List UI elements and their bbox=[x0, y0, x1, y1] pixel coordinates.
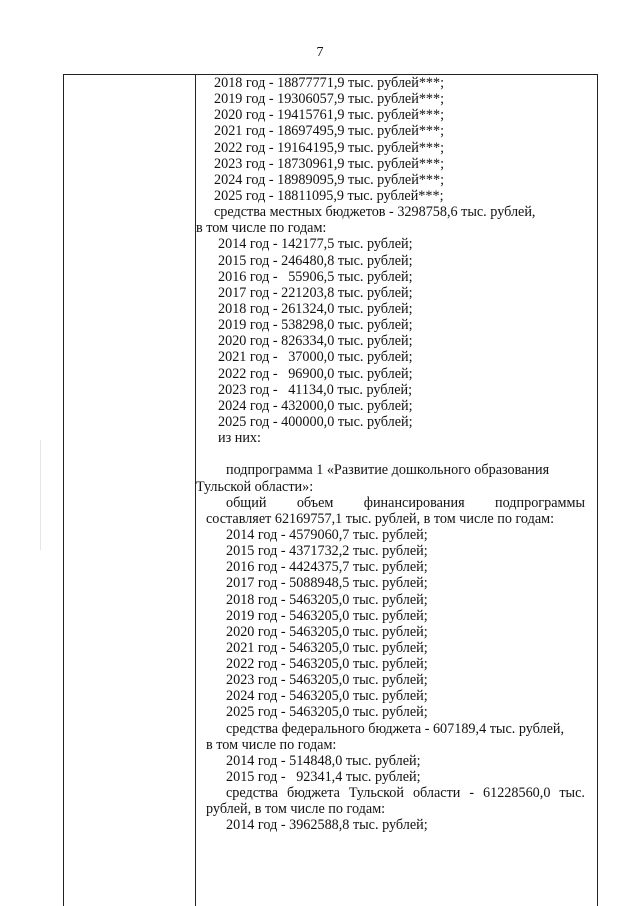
text-line: 2022 год - 96900,0 тыс. рублей; bbox=[218, 365, 413, 382]
word: финансирования bbox=[363, 494, 465, 511]
text-line-justified bbox=[196, 785, 589, 801]
word: бюджета bbox=[286, 785, 340, 802]
word: тыс. bbox=[559, 785, 585, 802]
text-line: 2014 год - 142177,5 тыс. рублей; bbox=[218, 236, 413, 253]
text-line: 2022 год - 19164195,9 тыс. рублей***; bbox=[214, 139, 445, 156]
text-line: 2016 год - 4424375,7 тыс. рублей; bbox=[226, 559, 428, 576]
word: объем bbox=[296, 494, 334, 511]
text-line: 2025 год - 5463205,0 тыс. рублей; bbox=[226, 704, 428, 721]
text-line: подпрограмма 1 «Развитие дошкольного образования bbox=[226, 462, 550, 479]
text-line: средства местных бюджетов - 3298758,6 тыс. рублей, bbox=[214, 204, 536, 221]
text-line: 2021 год - 18697495,9 тыс. рублей***; bbox=[214, 123, 445, 140]
text-line: 2024 год - 18989095,9 тыс. рублей***; bbox=[214, 171, 445, 188]
document-table bbox=[63, 74, 598, 906]
text-line: 2014 год - 3962588,8 тыс. рублей; bbox=[226, 817, 428, 834]
text-line: 2023 год - 18730961,9 тыс. рублей***; bbox=[214, 155, 445, 172]
word: - bbox=[469, 785, 475, 802]
text-line: 2020 год - 19415761,9 тыс. рублей***; bbox=[214, 107, 445, 124]
word: подпрограммы bbox=[495, 494, 585, 511]
word: средства bbox=[226, 785, 279, 802]
text-line: 2015 год - 246480,8 тыс. рублей; bbox=[218, 252, 413, 269]
text-line: 2018 год - 261324,0 тыс. рублей; bbox=[218, 300, 413, 317]
text-line: 2019 год - 538298,0 тыс. рублей; bbox=[218, 317, 413, 334]
text-line: 2017 год - 221203,8 тыс. рублей; bbox=[218, 284, 413, 301]
text-line-justified bbox=[196, 495, 589, 511]
text-line: 2018 год - 5463205,0 тыс. рублей; bbox=[226, 591, 428, 608]
text-line: 2021 год - 37000,0 тыс. рублей; bbox=[218, 349, 413, 366]
table-right-cell bbox=[196, 75, 589, 834]
text-line: из них: bbox=[218, 430, 261, 447]
text-line: 2019 год - 19306057,9 тыс. рублей***; bbox=[214, 91, 445, 108]
text-line: 2022 год - 5463205,0 тыс. рублей; bbox=[226, 656, 428, 673]
text-line: 2016 год - 55906,5 тыс. рублей; bbox=[218, 268, 413, 285]
text-line: 2014 год - 4579060,7 тыс. рублей; bbox=[226, 526, 428, 543]
text-line: 2023 год - 5463205,0 тыс. рублей; bbox=[226, 672, 428, 689]
text-line: Тульской области»: bbox=[196, 478, 314, 495]
text-line: в том числе по годам: bbox=[196, 220, 327, 237]
blank-line bbox=[196, 446, 589, 462]
word: общий bbox=[226, 494, 267, 511]
text-line: 2018 год - 18877771,9 тыс. рублей***; bbox=[214, 75, 445, 91]
page-number: 7 bbox=[316, 45, 324, 60]
text-line: 2021 год - 5463205,0 тыс. рублей; bbox=[226, 639, 428, 656]
text-line: 2025 год - 18811095,9 тыс. рублей***; bbox=[214, 187, 444, 204]
text-line: средства федерального бюджета - 607189,4 тыс. рублей, bbox=[226, 720, 565, 737]
text-line: 2015 год - 92341,4 тыс. рублей; bbox=[226, 769, 421, 786]
text-line: 2023 год - 41134,0 тыс. рублей; bbox=[218, 381, 413, 398]
text-line: 2024 год - 432000,0 тыс. рублей; bbox=[218, 397, 413, 414]
scan-artifact bbox=[40, 440, 41, 550]
text-line: 2025 год - 400000,0 тыс. рублей; bbox=[218, 413, 413, 430]
text-line: 2020 год - 826334,0 тыс. рублей; bbox=[218, 333, 413, 350]
word: области bbox=[412, 785, 461, 802]
text-line: составляет 62169757,1 тыс. рублей, в том числе по годам: bbox=[206, 510, 555, 527]
word: Тульской bbox=[348, 785, 404, 802]
text-line: 2014 год - 514848,0 тыс. рублей; bbox=[226, 752, 421, 769]
text-line: 2024 год - 5463205,0 тыс. рублей; bbox=[226, 688, 428, 705]
text-line: рублей, в том числе по годам: bbox=[206, 801, 386, 818]
word: 61228560,0 bbox=[483, 785, 551, 802]
text-line: 2019 год - 5463205,0 тыс. рублей; bbox=[226, 607, 428, 624]
text-line: в том числе по годам: bbox=[206, 736, 337, 753]
text-line: 2017 год - 5088948,5 тыс. рублей; bbox=[226, 575, 428, 592]
text-line: 2020 год - 5463205,0 тыс. рублей; bbox=[226, 623, 428, 640]
text-line: 2015 год - 4371732,2 тыс. рублей; bbox=[226, 543, 428, 560]
